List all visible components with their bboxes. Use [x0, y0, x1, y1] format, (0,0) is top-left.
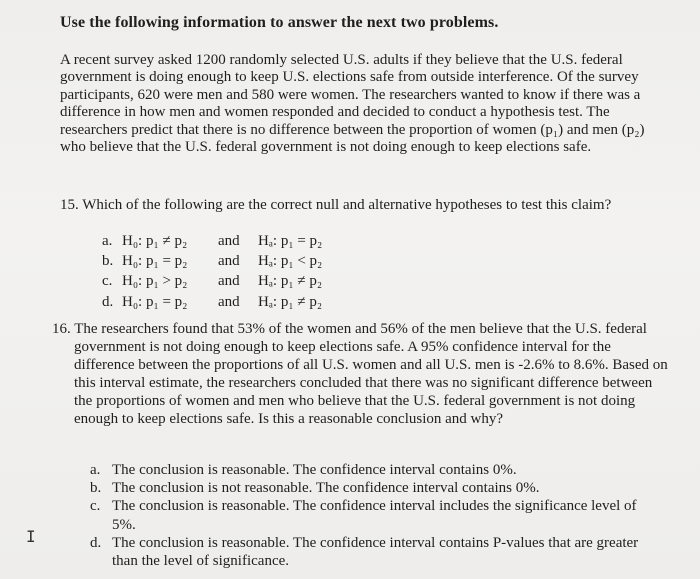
question-16-option-b [90, 479, 650, 497]
question-15-option-c [102, 271, 322, 291]
question-16-prompt: 16. The researchers found that 53% of the women and 56% of the men believe that the U.S. federal government is not doing enough to keep elections safe. A 95% confidence interval for the difference between the proportions of all U.S. women and all U.S. men is -2.6% to 8.6%. Based on this interval estimate, the researchers concluded that there was no significant difference between the proportions of women and men who believe that the U.S. federal government is not doing enough to keep elections safe. Is this a reasonable conclusion and why? [52, 321, 668, 427]
option-letter: c. [90, 498, 101, 515]
option-text: The conclusion is reasonable. The confidence interval includes the significance level of 5%. [112, 498, 637, 533]
question-16-option-d [90, 534, 650, 570]
option-letter: d. [90, 534, 102, 551]
option-letter: a. [90, 462, 101, 478]
null-hypothesis: H₀: p₁ > p₂ [122, 273, 188, 290]
question-15-option-b [102, 251, 322, 271]
option-letter: b. [90, 480, 102, 497]
question-15-options [102, 231, 322, 312]
question-16-option-a [90, 461, 650, 479]
alternative-hypothesis: Hₐ: p₁ < p₂ [258, 253, 323, 270]
option-conjunction: and [218, 273, 240, 290]
alternative-hypothesis: Hₐ: p₁ ≠ p₂ [258, 293, 323, 310]
question-16-option-c [90, 497, 650, 533]
null-hypothesis: H₀: p₁ = p₂ [122, 293, 188, 310]
section-heading: Use the following information to answer the next two problems. [60, 14, 499, 31]
null-hypothesis: H₀: p₁ ≠ p₂ [122, 233, 188, 249]
option-conjunction: and [218, 253, 240, 270]
null-hypothesis: H₀: p₁ = p₂ [122, 253, 188, 270]
option-letter: c. [102, 273, 113, 290]
option-letter: b. [102, 253, 114, 270]
option-conjunction: and [218, 293, 240, 310]
question-15-option-a [102, 231, 322, 251]
text-cursor-icon: I [26, 527, 36, 546]
option-conjunction: and [218, 233, 240, 249]
option-text: The conclusion is reasonable. The confidence interval contains 0%. [112, 462, 517, 478]
alternative-hypothesis: Hₐ: p₁ ≠ p₂ [258, 273, 323, 290]
question-16-options [90, 461, 650, 570]
option-text: The conclusion is not reasonable. The confidence interval contains 0%. [112, 480, 540, 497]
option-text: The conclusion is reasonable. The confidence interval contains P-values that are greater than the level of significance. [112, 534, 639, 570]
option-letter: d. [102, 293, 114, 310]
intro-paragraph: A recent survey asked 1200 randomly selected U.S. adults if they believe that the U.S. federal government is doing enough to keep U.S. elections safe from outside interference. Of the survey participants, 620 were men and 580 were women. The researchers wanted to know if there was a difference in how men and women responded and decided to conduct a hypothesis test. The researchers predict that there is no difference between the proportion of women (p₁) and men (p₂) who believe that the U.S. federal government is not doing enough to keep elections safe. [60, 52, 645, 156]
alternative-hypothesis: Hₐ: p₁ = p₂ [258, 233, 323, 249]
question-15-prompt: 15. Which of the following are the correct null and alternative hypotheses to test this claim? [60, 197, 612, 213]
question-15-option-d [102, 292, 322, 312]
option-letter: a. [102, 233, 113, 249]
